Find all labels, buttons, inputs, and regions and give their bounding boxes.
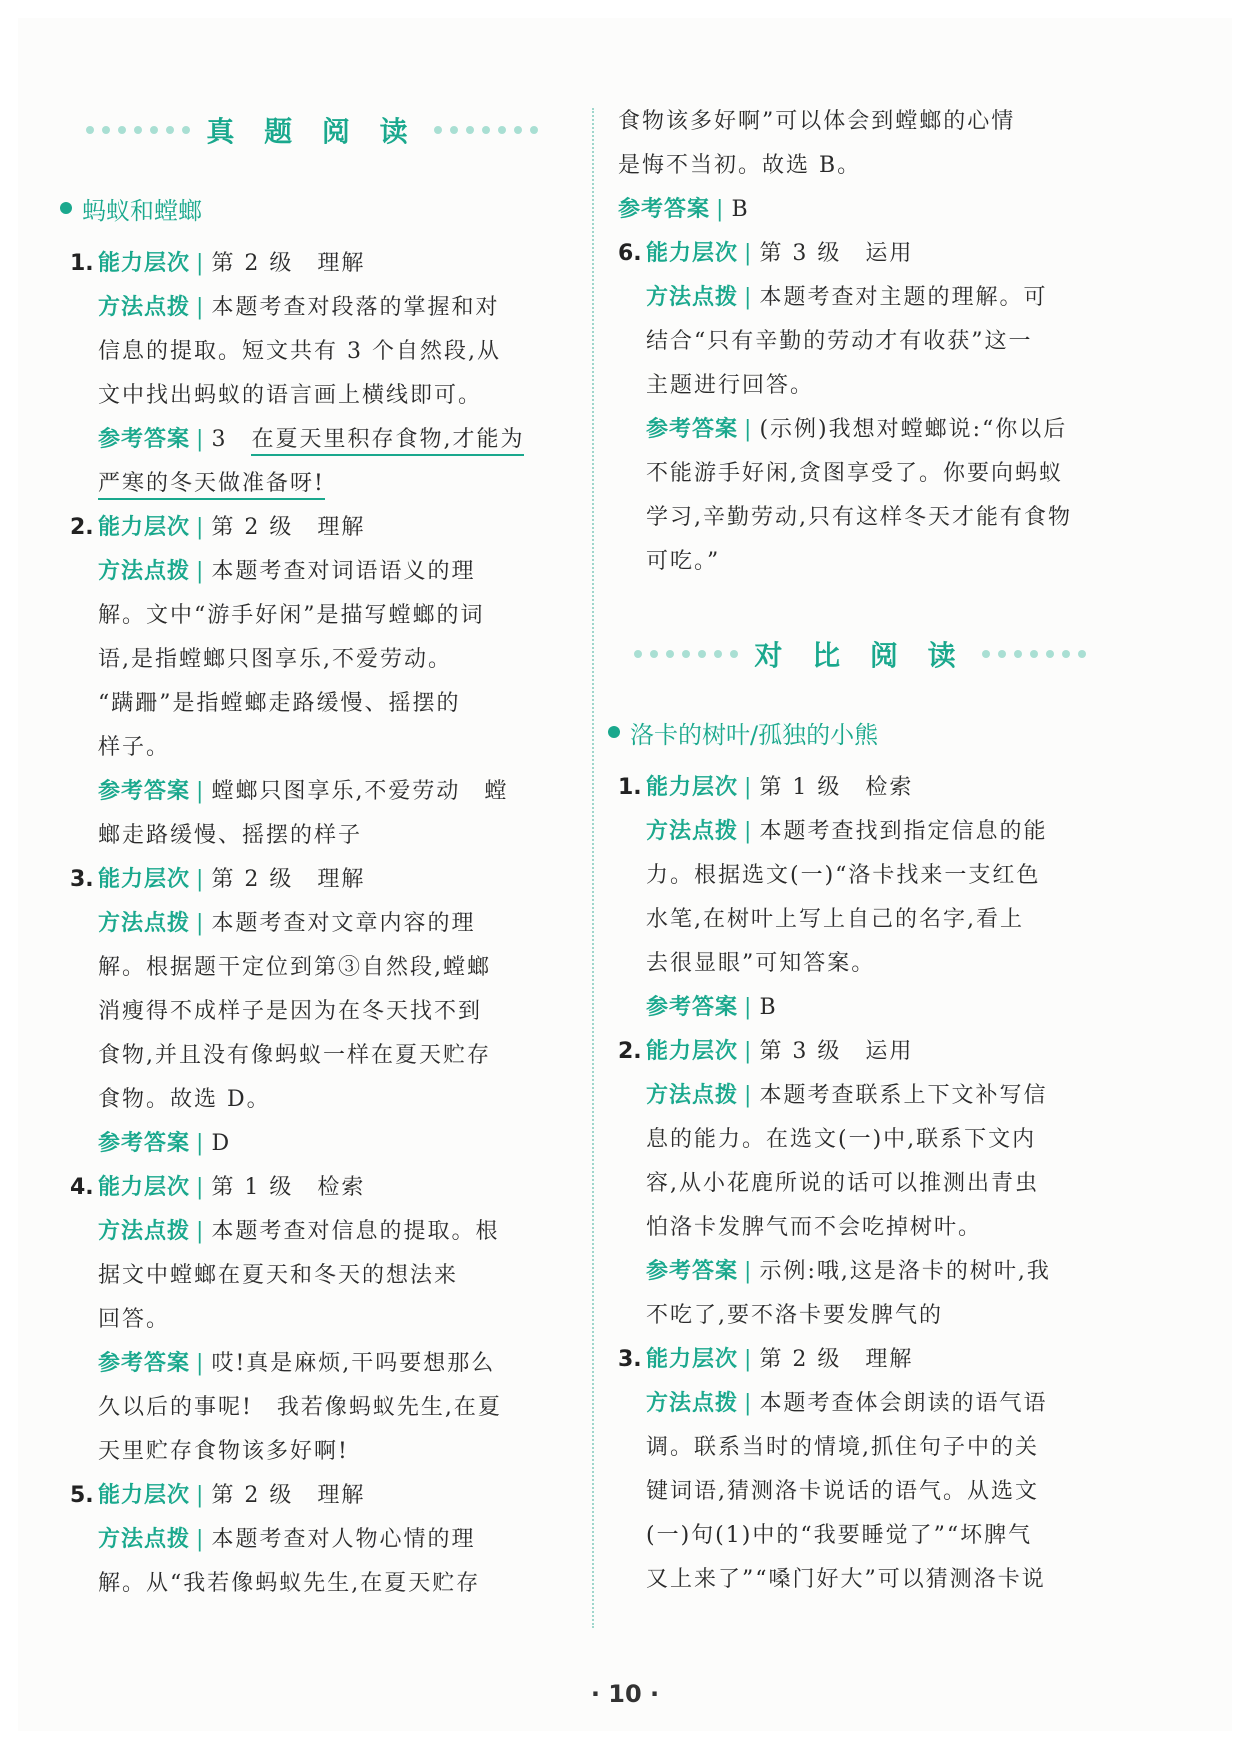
separator: | [744, 417, 754, 442]
method-text: 据文中螳螂在夏天和冬天的想法来 [98, 1263, 459, 1288]
answer-prefix: 3 [211, 427, 228, 452]
separator: | [196, 1527, 206, 1552]
answer-label: 参考答案 [618, 197, 711, 222]
field-label: 方法点拨 [98, 295, 191, 320]
article-title [60, 186, 560, 230]
labeled-line [646, 1338, 1108, 1382]
section-title: 真 题 阅 读 [206, 115, 418, 148]
method-text: 食物,并且没有像蚂蚁一样在夏天贮存 [98, 1043, 491, 1068]
field-text: 第 1 级 检索 [211, 1175, 366, 1200]
answer-text: 严寒的冬天做准备呀! [98, 471, 325, 500]
field-text: 第 1 级 检索 [759, 775, 914, 800]
separator: | [196, 1219, 206, 1244]
method-text: 怕洛卡发脾气而不会吃掉树叶。 [646, 1215, 983, 1240]
labeled-line [646, 1030, 1108, 1074]
field-text: 本题考查联系上下文补写信 [759, 1083, 1048, 1108]
method-text: 回答。 [98, 1307, 171, 1332]
question-list [70, 242, 560, 1606]
labeled-line [646, 986, 1108, 1030]
method-text: 解。从“我若像蚂蚁先生,在夏天贮存 [98, 1571, 481, 1596]
separator: | [196, 427, 206, 452]
question [70, 1474, 560, 1606]
method-text: “蹒跚”是指螳螂走路缓慢、摇摆的 [98, 691, 461, 716]
answer-text: 示例:哦,这是洛卡的树叶,我 [759, 1259, 1051, 1284]
method-text: 解。根据题干定位到第③自然段,螳螂 [98, 955, 491, 980]
field-label: 能力层次 [98, 251, 191, 276]
separator: | [744, 285, 754, 310]
answer-text: 学习,辛勤劳动,只有这样冬天才能有食物 [646, 505, 1072, 530]
article-title [608, 710, 1108, 754]
field-text: 第 3 级 运用 [759, 1039, 914, 1064]
question-number: 4. [70, 1175, 94, 1200]
field-label: 参考答案 [98, 427, 191, 452]
field-text: 第 2 级 理解 [759, 1347, 914, 1372]
continuation [618, 100, 1108, 232]
labeled-line [98, 902, 560, 946]
answer-text-line [98, 1430, 560, 1474]
method-text: 去很显眼”可知答案。 [646, 951, 876, 976]
left-column [70, 100, 560, 1606]
method-text: 消瘦得不成样子是因为在冬天找不到 [98, 999, 483, 1024]
separator: | [196, 1483, 206, 1508]
labeled-line [646, 408, 1108, 452]
labeled-line [98, 242, 560, 286]
field-text: 第 2 级 理解 [211, 867, 366, 892]
field-label: 能力层次 [646, 1347, 739, 1372]
question-number: 3. [70, 867, 94, 892]
field-text: 本题考查对人物心情的理 [211, 1527, 476, 1552]
field-label: 方法点拨 [646, 1083, 739, 1108]
separator: | [744, 1347, 754, 1372]
separator: | [744, 1083, 754, 1108]
question-number: 6. [618, 241, 642, 266]
question [70, 1166, 560, 1474]
answer-text: 在夏天里积存食物,才能为 [251, 427, 524, 456]
labeled-line [646, 232, 1108, 276]
section-header [612, 624, 1108, 684]
separator: | [196, 1351, 206, 1376]
field-label: 能力层次 [646, 1039, 739, 1064]
answer-text: B [759, 995, 778, 1020]
labeled-line [98, 1210, 560, 1254]
field-text: 本题考查体会朗读的语气语 [759, 1391, 1048, 1416]
header-dots-right [434, 126, 538, 134]
labeled-line [98, 550, 560, 594]
separator: | [196, 911, 206, 936]
method-text: 主题进行回答。 [646, 373, 815, 398]
method-text: 文中找出蚂蚁的语言画上横线即可。 [98, 383, 483, 408]
method-text: 信息的提取。短文共有 3 个自然段,从 [98, 339, 501, 364]
header-dots-left [634, 650, 738, 658]
question-number: 2. [618, 1039, 642, 1064]
method-text: 又上来了”“嗓门好大”可以猜测洛卡说 [646, 1567, 1046, 1592]
separator: | [196, 559, 206, 584]
question-number: 3. [618, 1347, 642, 1372]
field-text: 第 2 级 理解 [211, 251, 366, 276]
question [618, 766, 1108, 1030]
field-label: 方法点拨 [646, 1391, 739, 1416]
field-label: 方法点拨 [98, 1527, 191, 1552]
field-text: 第 2 级 理解 [211, 515, 366, 540]
question-number: 2. [70, 515, 94, 540]
labeled-line [646, 1382, 1108, 1426]
field-text: 本题考查找到指定信息的能 [759, 819, 1048, 844]
labeled-line [98, 858, 560, 902]
field-label: 参考答案 [98, 1351, 191, 1376]
method-text: 容,从小花鹿所说的话可以推测出青虫 [646, 1171, 1039, 1196]
question-6 [618, 232, 1108, 584]
field-label: 能力层次 [98, 1483, 191, 1508]
page-number-text: 10 [608, 1680, 642, 1708]
question-list [618, 766, 1108, 1602]
labeled-line [98, 1122, 560, 1166]
separator: | [196, 779, 206, 804]
question-number: 5. [70, 1483, 94, 1508]
column-divider [592, 108, 594, 1628]
method-text: 结合“只有辛勤的劳动才有收获”这一 [646, 329, 1033, 354]
separator: | [196, 515, 206, 540]
separator: | [744, 1391, 754, 1416]
labeled-line [98, 1518, 560, 1562]
method-text: 调。联系当时的情境,抓住句子中的关 [646, 1435, 1039, 1460]
page-number: · 10 · [590, 1680, 660, 1708]
field-label: 参考答案 [98, 779, 191, 804]
field-text: 本题考查对文章内容的理 [211, 911, 476, 936]
field-label: 能力层次 [98, 1175, 191, 1200]
question [70, 858, 560, 1166]
header-dots-right [982, 650, 1086, 658]
separator: | [196, 1175, 206, 1200]
article-title-text: 洛卡的树叶/孤独的小熊 [630, 720, 879, 749]
separator: | [196, 1131, 206, 1156]
field-text: 本题考查对词语语义的理 [211, 559, 476, 584]
field-text: 本题考查对段落的掌握和对 [211, 295, 500, 320]
separator: | [744, 1039, 754, 1064]
answer-text: 天里贮存食物该多好啊! [98, 1439, 349, 1464]
method-text: (一)句(1)中的“我要睡觉了”“坏脾气 [646, 1523, 1033, 1548]
field-label: 方法点拨 [646, 285, 739, 310]
labeled-line [98, 418, 560, 462]
labeled-line [646, 1250, 1108, 1294]
separator: | [196, 295, 206, 320]
field-label: 能力层次 [98, 867, 191, 892]
question [618, 232, 1108, 584]
answer-text: 不吃了,要不洛卡要发脾气的 [646, 1303, 943, 1328]
method-text: 力。根据选文(一)“洛卡找来一支红色 [646, 863, 1041, 888]
separator: | [744, 995, 754, 1020]
separator: | [744, 1259, 754, 1284]
field-label: 能力层次 [646, 775, 739, 800]
field-label: 参考答案 [646, 995, 739, 1020]
labeled-line [646, 276, 1108, 320]
labeled-line [98, 506, 560, 550]
method-text: 食物。故选 D。 [98, 1087, 271, 1112]
section-header [64, 100, 560, 160]
method-text: 水笔,在树叶上写上自己的名字,看上 [646, 907, 1024, 932]
field-label: 方法点拨 [646, 819, 739, 844]
field-label: 方法点拨 [98, 559, 191, 584]
answer-text-line [98, 1386, 560, 1430]
field-label: 参考答案 [98, 1131, 191, 1156]
answer-text: (示例)我想对螳螂说:“你以后 [759, 417, 1068, 442]
answer-text-line [98, 462, 560, 506]
answer-text: D [211, 1131, 232, 1156]
field-text: 本题考查对信息的提取。根 [211, 1219, 500, 1244]
article-title-text: 蚂蚁和螳螂 [82, 196, 202, 225]
field-text: 本题考查对主题的理解。可 [759, 285, 1048, 310]
answer-text: 螳螂只图享乐,不爱劳动 螳 [211, 779, 509, 804]
answer-text: 可吃。” [646, 549, 721, 574]
separator: | [744, 241, 754, 266]
separator: | [196, 867, 206, 892]
question-number: 1. [70, 251, 94, 276]
labeled-line [646, 766, 1108, 810]
answer-text: 不能游手好闲,贪图享受了。你要向蚂蚁 [646, 461, 1063, 486]
field-text: 第 2 级 理解 [211, 1483, 366, 1508]
method-text: 解。文中“游手好闲”是描写螳螂的词 [98, 603, 485, 628]
answer-text-line [646, 1294, 1108, 1338]
labeled-line [646, 810, 1108, 854]
labeled-line [98, 1474, 560, 1518]
field-label: 能力层次 [646, 241, 739, 266]
question [70, 242, 560, 506]
method-text: 样子。 [98, 735, 171, 760]
labeled-line [646, 1074, 1108, 1118]
question [70, 506, 560, 858]
answer-text: 螂走路缓慢、摇摆的样子 [98, 823, 363, 848]
field-label: 方法点拨 [98, 911, 191, 936]
bullet-icon [608, 726, 620, 738]
answer-line: 参考答案 | B [618, 197, 750, 222]
separator: | [196, 251, 206, 276]
answer-text: B [731, 197, 750, 222]
text-line: 是悔不当初。故选 B。 [618, 153, 862, 178]
labeled-line [98, 1342, 560, 1386]
section-title: 对 比 阅 读 [754, 639, 966, 672]
answer-text-line [98, 814, 560, 858]
question-number: 1. [618, 775, 642, 800]
right-column [618, 100, 1108, 1602]
question [618, 1030, 1108, 1338]
answer-text-line [646, 540, 1108, 584]
field-label: 参考答案 [646, 1259, 739, 1284]
labeled-line [98, 770, 560, 814]
method-text: 语,是指螳螂只图享乐,不爱劳动。 [98, 647, 452, 672]
answer-text: 久以后的事呢! 我若像蚂蚁先生,在夏 [98, 1395, 502, 1420]
answer-text-line [646, 496, 1108, 540]
labeled-line [98, 1166, 560, 1210]
answer-text: 哎!真是麻烦,干吗要想那么 [211, 1351, 496, 1376]
field-label: 参考答案 [646, 417, 739, 442]
field-label: 方法点拨 [98, 1219, 191, 1244]
method-text: 息的能力。在选文(一)中,联系下文内 [646, 1127, 1037, 1152]
text-line: 食物该多好啊”可以体会到螳螂的心情 [618, 109, 1016, 134]
header-dots-left [86, 126, 190, 134]
bullet-icon [60, 202, 72, 214]
field-text: 第 3 级 运用 [759, 241, 914, 266]
answer-text-line [646, 452, 1108, 496]
method-text: 键词语,猜测洛卡说话的语气。从选文 [646, 1479, 1039, 1504]
labeled-line [98, 286, 560, 330]
field-label: 能力层次 [98, 515, 191, 540]
question [618, 1338, 1108, 1602]
separator: | [744, 819, 754, 844]
separator: | [744, 775, 754, 800]
